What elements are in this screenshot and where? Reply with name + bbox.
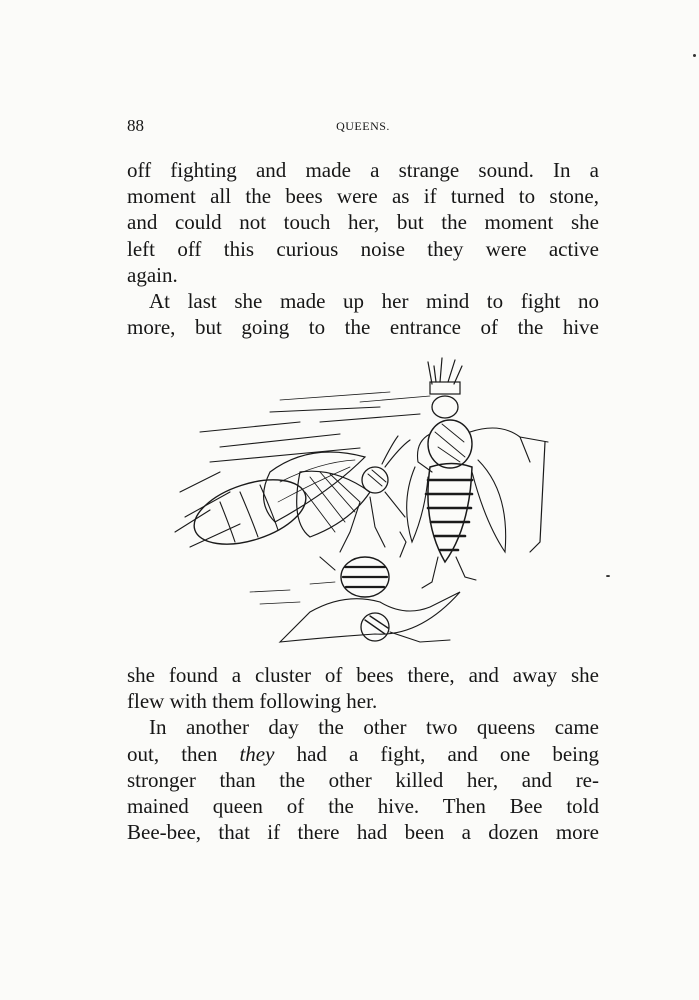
text-line: In another day the other two queens came [149, 715, 599, 740]
text-line: and could not touch her, but the moment she [127, 210, 599, 235]
text-block-bottom [127, 662, 599, 845]
text-fragment: out, then [127, 741, 240, 766]
text-line-italic [127, 741, 599, 767]
page-header [127, 116, 599, 140]
bees-queen-illustration [160, 352, 565, 652]
running-head: QUEENS. [336, 119, 390, 133]
page-number: 88 [127, 116, 144, 135]
text-line: At last she made up her mind to fight no [149, 288, 599, 313]
text-line: more, but going to the entrance of the hive [127, 315, 599, 340]
text-line: left off this curious noise they were active [127, 236, 599, 261]
text-fragment: had a fight, and one being [274, 741, 599, 766]
text-line: moment all the bees were as if turned to stone, [127, 184, 599, 209]
emphasis: they [239, 741, 275, 766]
paper-speck [693, 54, 696, 57]
text-block-top [127, 157, 599, 340]
text-line: she found a cluster of bees there, and away she [127, 663, 599, 687]
text-line: off fighting and made a strange sound. In a [127, 158, 599, 182]
text-line: stronger than the other killed her, and re- [127, 767, 599, 792]
text-line: Bee-bee, that if there had been a dozen more [127, 820, 599, 845]
illustration-svg [160, 352, 565, 652]
text-line: mained queen of the hive. Then Bee told [127, 793, 599, 818]
paper-speck [606, 575, 610, 577]
text-line: again. [127, 262, 178, 287]
text-line: flew with them following her. [127, 689, 378, 714]
